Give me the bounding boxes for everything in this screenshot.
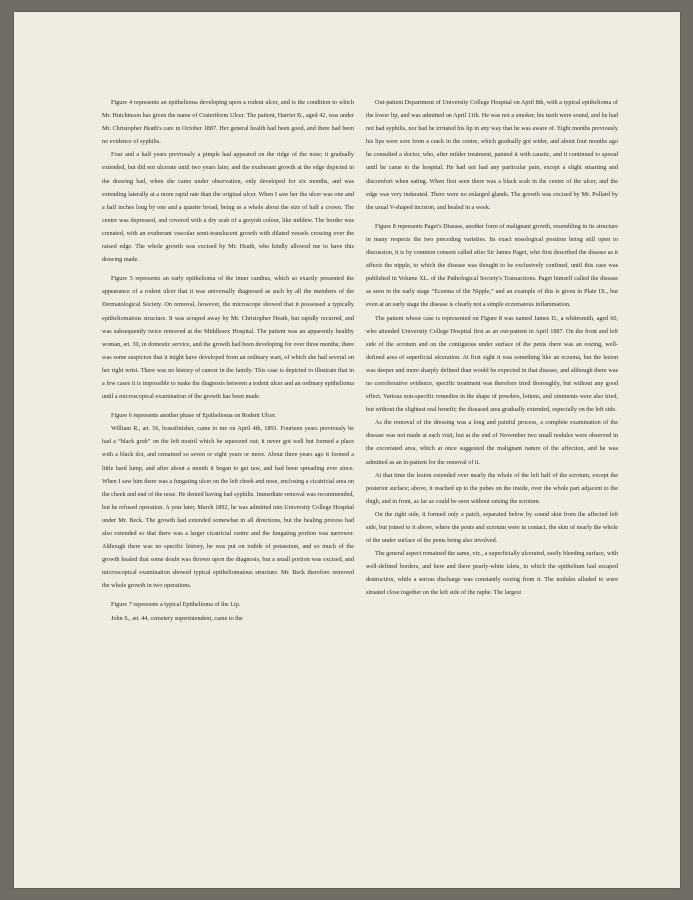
paragraph: Figure 7 represents a typical Epithelioma of the Lip. [111,601,241,609]
left-text-column [102,96,354,625]
paragraph: As the removal of the dressing was a long and painful process, a complete examination of the disease was not made at each visit, but at the end of November two small nodules were observed in the excoriated area, which at once suggested the malignant nature of the affection, and he was admitted as an in-patient for the removal of it. [366,419,618,466]
right-text-column [366,96,618,600]
paragraph: Figure 4 represents an epithelioma developing upon a rodent ulcer, and is the condition to which Mr. Hutchinson has given the name of Crateriform Ulcer. The patient, Harriet B., aged 42, was under Mr. Christopher Heath's care in October 1887. Her general health had been good, and there had been no evidence of syphilis. [102,99,354,146]
paragraph: Four and a half years previously a pimple had appeared on the ridge of the nose; it gradually extended, but did not ulcerate until two years later, and the exuberant growth at the edge depicted in the drawing had, when she came under observation, only developed for six months, and was extending laterally at a more rapid rate than the original ulcer. When I saw her the ulcer was one and a half inches long by one and a quarter broad, being as a whole about the size of half a crown. The centre was depressed, and covered with a dry scab of a greyish colour, like mildew. The border was crenated, with an exuberant vascular semi-translucent growth with dilated vessels crossing over the raised edge. The whole growth was excised by Mr. Heath, who kindly allowed me to have this drawing made. [102,151,354,264]
paragraph: William R., æt. 56, brassfinisher, came to me on April 4th, 1891. Fourteen years previously he had a “black grub” on the left nostril which he squeezed out; it never got well but formed a place with a black dot, and remained so seven or eight years or more. About three years ago it formed a little hard lump, and after about a month it began to get raw, and had been spreading ever since. When I saw him there was a fungating ulcer on the left cheek and nose, enclosing a cicatricial area on the cheek and end of the nose. He denied having had syphilis. Immediate removal was recommended, but he refused operation. A year later, March 1892, he was admitted into University College Hospital under Mr. Beck. The growth had extended somewhat in all directions, but the healing process had also extended so that there was a larger cicatricial centre and the fungating portion was narrower. Although there was no specific history, he was put on iodide of potassium, and so much of the growth healed that some doubt was thrown upon the diagnosis, but a small portion was excised, and microscopical examination showed typical epitheliomatous structure. Mr. Beck therefore removed the whole growth in two operations. [102,425,354,590]
paragraph: Figure 5 represents an early epithelioma of the inner canthus, which so exactly presented the appearance of a rodent ulcer that it was universally diagnosed as such by all the members of the Dermatological Society. On removal, however, the microscope showed that it possessed a typically epitheliomatous structure. It was scraped away by Mr. Christopher Heath, but rapidly recurred, and was subsequently twice removed at the Middlesex Hospital. The patient was an apparently healthy woman, æt. 30, in domestic service, and the growth had been developing for over three months; there was some suspicion that it might have developed from an ordinary wart, of which she had several on her right wrist. There was no history of cancer in the family. This case is depicted to illustrate that in a few cases it is impossible to make the diagnosis between a rodent ulcer and an ordinary epithelioma until a microscopical examination of the growth has been made. [102,275,354,401]
paragraph: Out-patient Department of University College Hospital on April 8th, with a typical epithelioma of the lower lip, and was admitted on April 11th. He was not a smoker, his teeth were sound, and he had not had syphilis, nor had he irritated his lip in any way that he was aware of. Eight months previously his lips were sore from a crack in the centre, which gradually got wider, and about four months ago he consulted a doctor, who, after milder treatment, painted it with caustic, and it continued to spread until he came to the hospital. He had not had any particular pain, except a slight smarting and discomfort when eating. When first seen there was a black scab in the centre of the ulcer, and the edge was very indurated. There were no enlarged glands. The growth was excised by Mr. Pollard by the usual V-shaped incision, and healed in a week. [366,99,618,211]
paragraph: The general aspect remained the same, viz., a superficially ulcerated, easily bleeding surface, with well-defined borders, and here and there pearly-white islets, in which the epithelium had escaped destruction, while a serous discharge was constantly oozing from it. The nodules alluded to were situated close together on the left side of the raphe. The largest [366,550,618,597]
paragraph: John S., æt. 44, cemetery superintendent, came to the [111,614,243,622]
paragraph: Figure 8 represents Paget's Disease, another form of malignant growth, resembling in its structure in many respects the two preceding varieties. Its exact nosological position being still open to discussion, it is by common consent called after Sir James Paget, who first described the disease as it affects the nipple, to which the disease was thought to be exclusively confined, until this case was published in Volume XL. of the Pathological Society's Transactions. Paget himself called the disease as seen in the early stage “Eczema of the Nipple,” and an example of this is given in Plate IX., but even at an early stage the disease is clearly not a simple eczematous inflammation. [366,222,618,309]
paragraph: The patient whose case is represented on Figure 8 was named James D., a whitesmith, aged 60, who attended University College Hospital first as an out-patient in April 1887. On the front and left side of the scrotum and on the contiguous under surface of the penis there was an oozing, well-defined area of superficial ulceration. At first sight it was something like an eczema, but the lesion was deeper and more sharply defined than would be expected in that disease, and although there was no corroborative evidence, specific treatment was therefore tried thoroughly, but without any good effect. Various non-specific remedies in the shape of powders, lotions, and ointments were also tried, but without the slightest real benefit; the diseased area gradually extended, especially on the left side. [366,314,618,414]
paragraph: On the right side, it formed only a patch, separated below by sound skin from the affected left side, but joined to it above, where the penis and scrotum were in contact, the skin of nearly the whole of the under surface of the penis being also involved. [366,510,618,545]
document-page [14,12,680,888]
paragraph: At that time the lesion extended over nearly the whole of the left half of the scrotum, except the posterior surface; above, it reached up to the pubes on the inside, over the whole part adjacent to the thigh, and in front, as far as could be seen without raising the scrotum. [366,471,618,505]
paragraph: Figure 6 represents another phase of Epithelioma on Rodent Ulcer. [111,412,277,420]
